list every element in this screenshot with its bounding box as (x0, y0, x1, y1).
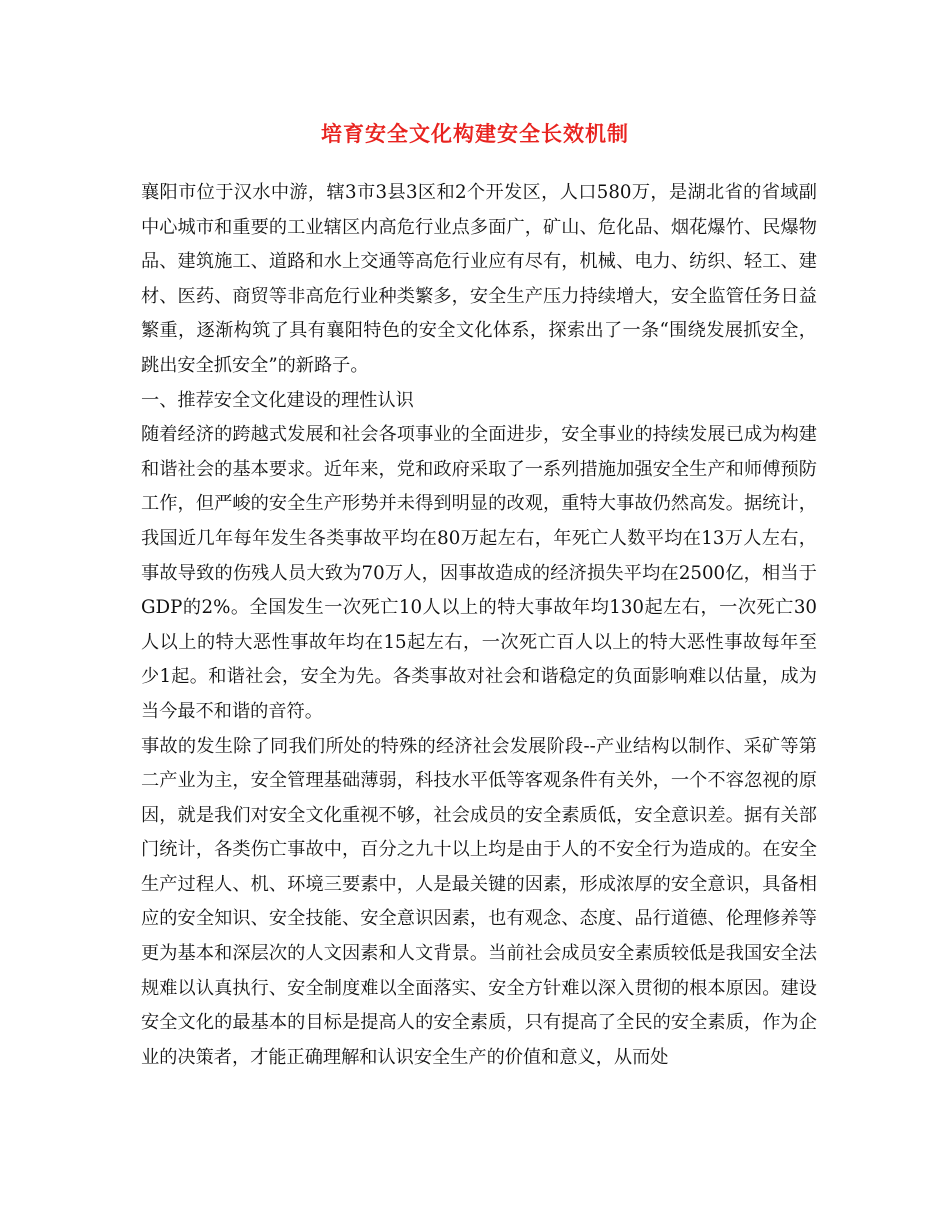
section-heading: 一、推荐安全文化建设的理性认识 (141, 389, 414, 411)
paragraph-statistics: 随着经济的跨越式发展和社会各项事业的全面进步，安全事业的持续发展已成为构建和谐社会的基本要求。近年来，党和政府采取了一系列措施加强安全生产和师傅预防工作，但严峻的安全生产形势并未得到明显的改观，重特大事故仍然高发。据统计，我国近几年每年发生各类事故平均在80万起左右，年死亡人数平均在13万人左右，事故导致的伤残人员大致为70万人，因事故造成的经济损失平均在2500亿，相当于GDP的2%。全国发生一次死亡10人以上的特大事故年均130起左右，一次死亡30人以上的特大恶性事故年均在15起左右，一次死亡百人以上的特大恶性事故每年至少1起。和谐社会，安全为先。各类事故对社会和谐稳定的负面影响难以估量，成为当今最不和谐的音符。 (141, 424, 817, 722)
paragraph-causes: 事故的发生除了同我们所处的特殊的经济社会发展阶段--产业结构以制作、采矿等第二产业为主，安全管理基础薄弱，科技水平低等客观条件有关外，一个不容忽视的原因，就是我们对安全文化重视不够，社会成员的安全素质低，安全意识差。据有关部门统计，各类伤亡事故中，百分之九十以上均是由于人的不安全行为造成的。在安全生产过程人、机、环境三要素中，人是最关键的因素，形成浓厚的安全意识，具备相应的安全知识、安全技能、安全意识因素，也有观念、态度、品行道德、伦理修养等更为基本和深层次的人文因素和人文背景。当前社会成员安全素质较低是我国安全法规难以认真执行、安全制度难以全面落实、安全方针难以深入贯彻的根本原因。建设安全文化的最基本的目标是提高人的安全素质，只有提高了全民的安全素质，作为企业的决策者，才能正确理解和认识安全生产的价值和意义，从而处 (141, 735, 817, 1068)
paragraph-intro: 襄阳市位于汉水中游，辖3市3县3区和2个开发区，人口580万，是湖北省的省域副中心城市和重要的工业辖区内高危行业点多面广，矿山、危化品、烟花爆竹、民爆物品、建筑施工、道路和水上交通等高危行业应有尽有，机械、电力、纺织、轻工、建材、医药、商贸等非高危行业种类繁多，安全生产压力持续增大，安全监管任务日益繁重，逐渐构筑了具有襄阳特色的安全文化体系，探索出了一条“围绕发展抓安全，跳出安全抓安全”的新路子。 (141, 182, 817, 376)
document-body (141, 176, 817, 1075)
document-title: 培育安全文化构建安全长效机制 (321, 121, 629, 146)
